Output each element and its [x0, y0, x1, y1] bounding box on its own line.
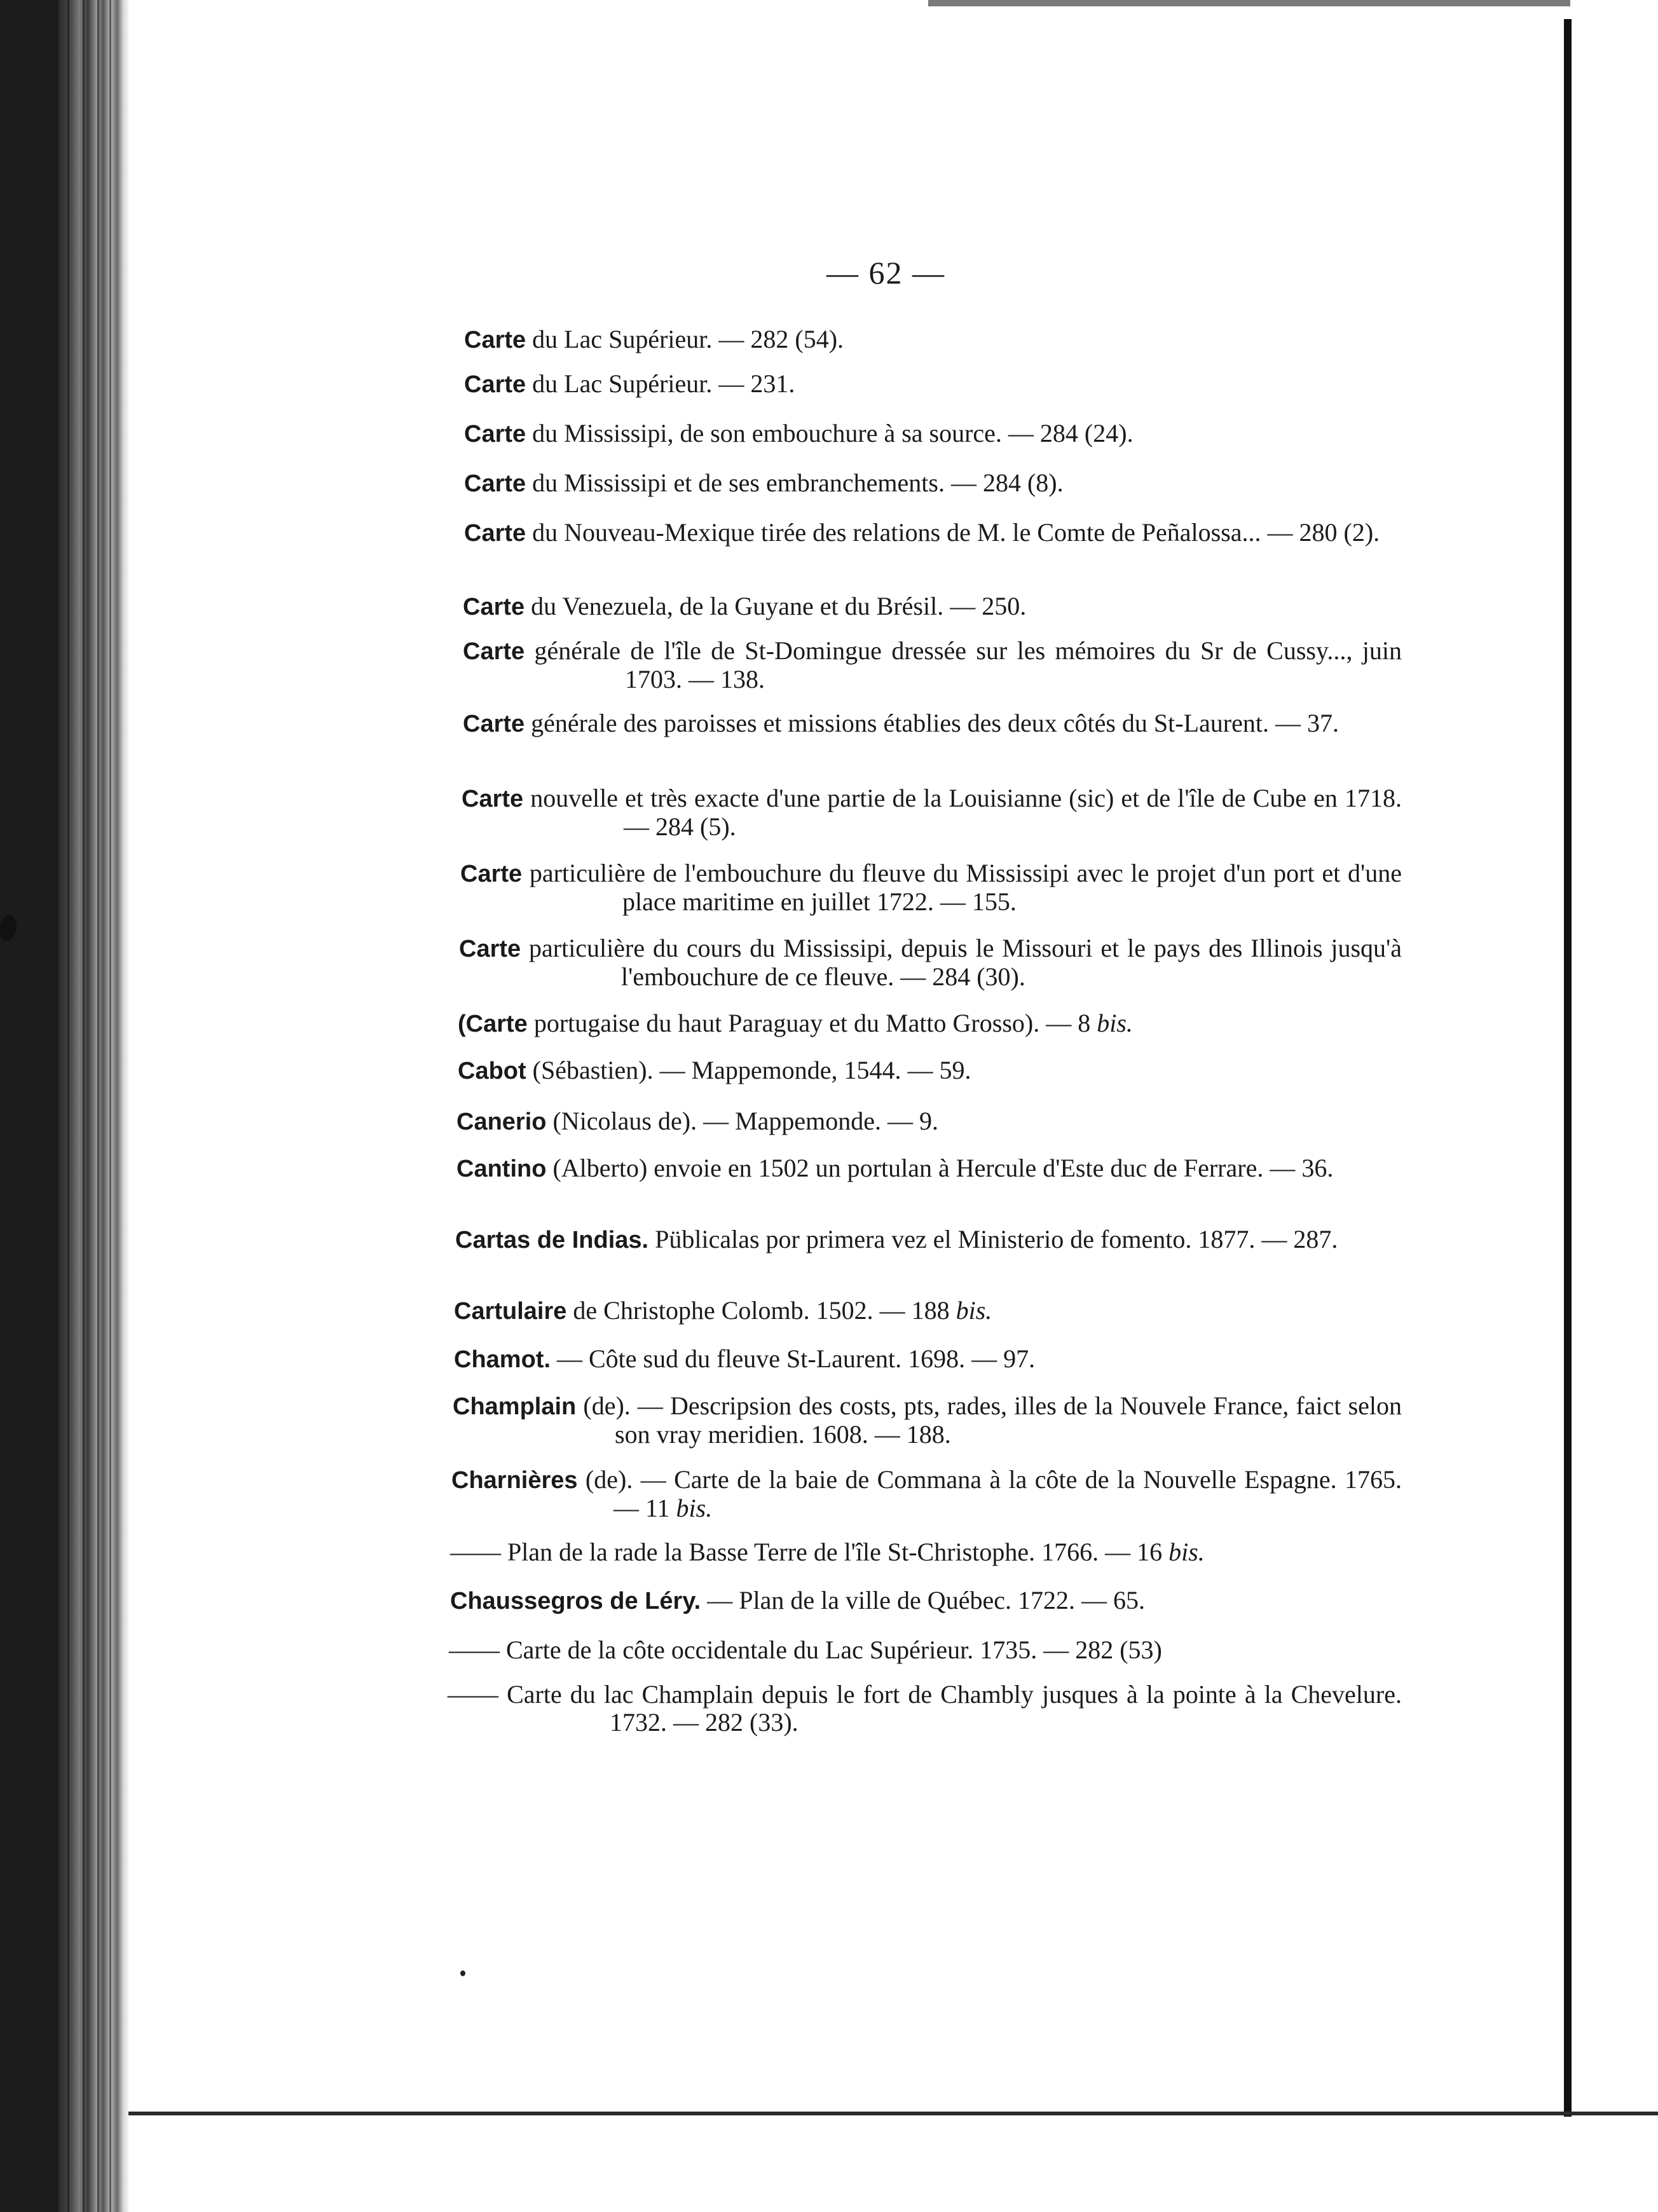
- entry-text: — Plan de la ville de Québec. 1722. — 65.: [701, 1586, 1145, 1615]
- index-entry: [456, 1154, 1402, 1183]
- entry-heading: Canerio: [456, 1109, 547, 1135]
- index-entry: [460, 859, 1402, 916]
- entry-text: du Mississipi et de ses embranchements. — 284 (8).: [526, 468, 1064, 497]
- entry-text: (Alberto) envoie en 1502 un portulan à Hercule d'Este duc de Ferrare. — 36.: [546, 1154, 1334, 1182]
- page-edge-top: [928, 0, 1570, 6]
- entry-heading: Carte: [460, 861, 523, 887]
- gutter-shadow: [67, 0, 69, 2212]
- book-gutter: [58, 0, 128, 2212]
- ink-dot: [460, 1970, 465, 1976]
- index-entry: [450, 1587, 1402, 1615]
- index-entry: [451, 1466, 1402, 1522]
- entry-heading: Carte: [464, 470, 526, 497]
- entry-heading: Cartulaire: [454, 1298, 567, 1325]
- entry-text: (de). — Descripsion des costs, pts, rades, illes de la Nouvele France, faict selon son vray meridien. 1608. — 188.: [576, 1391, 1402, 1449]
- entry-text: du Lac Supérieur. — 231.: [526, 369, 795, 398]
- entry-heading: Carte: [462, 786, 524, 812]
- entry-text: de Christophe Colomb. 1502. — 188: [566, 1296, 956, 1325]
- index-entry: [454, 1345, 1402, 1374]
- entry-text: du Mississipi, de son embouchure à sa source. — 284 (24).: [526, 419, 1134, 447]
- entry-heading: Carte: [464, 421, 526, 447]
- index-entry: [448, 1681, 1402, 1737]
- index-entry: [450, 1538, 1402, 1566]
- entry-heading: Carte: [464, 327, 526, 353]
- index-entry: [464, 370, 1402, 399]
- entry-text: particulière de l'embouchure du fleuve du Mississipi avec le projet d'un port et d'une place maritime en juillet 1722. — 155.: [522, 859, 1402, 916]
- index-entry: [455, 1225, 1402, 1254]
- entry-heading: Carte: [463, 594, 525, 620]
- entry-heading: Carte: [463, 711, 525, 737]
- entry-italic: bis.: [1168, 1538, 1205, 1566]
- entry-heading: Carte: [463, 638, 525, 665]
- page-edge-bottom: [128, 2112, 1658, 2115]
- entry-heading: Carte: [459, 936, 521, 962]
- entry-heading: Cabot: [458, 1058, 526, 1084]
- index-entry: [458, 1009, 1402, 1038]
- entry-heading: Charnières: [451, 1467, 578, 1494]
- entry-heading: Carte: [464, 520, 526, 547]
- index-entry: [458, 1056, 1402, 1085]
- index-entry: [464, 325, 1402, 354]
- index-entry: [464, 420, 1402, 448]
- entry-heading: Chaussegros de Léry.: [450, 1588, 701, 1615]
- index-entry: [464, 519, 1402, 547]
- index-entry: [463, 637, 1402, 693]
- entry-italic: bis.: [956, 1296, 992, 1325]
- scan-margin-left: [0, 0, 58, 2212]
- entry-heading: Carte: [464, 371, 526, 398]
- entry-text: (de). — Carte de la baie de Commana à la côte de la Nouvelle Espagne. 1765. — 11: [577, 1465, 1402, 1522]
- entry-heading: Champlain: [453, 1393, 577, 1420]
- entry-text: Püblicalas por primera vez el Ministerio de fomento. 1877. — 287.: [648, 1225, 1338, 1253]
- entry-text: —— Plan de la rade la Basse Terre de l'île St-Christophe. 1766. — 16: [450, 1538, 1169, 1566]
- entry-text: (Sébastien). — Mappemonde, 1544. — 59.: [526, 1056, 971, 1084]
- index-entry: [462, 784, 1402, 841]
- entry-text: particulière du cours du Mississipi, depuis le Missouri et le pays des Illinois jusqu'à l'embouchure de ce fleuve. — 284 (30).: [521, 934, 1402, 991]
- entry-text: —— Carte de la côte occidentale du Lac Supérieur. 1735. — 282 (53): [449, 1635, 1162, 1664]
- entry-text: —— Carte du lac Champlain depuis le fort de Chambly jusques à la pointe à la Chevelure. 1732. — 282 (33).: [448, 1680, 1402, 1737]
- index-entry: [453, 1392, 1402, 1449]
- page-number: — 62 —: [826, 255, 945, 290]
- entry-text: générale des paroisses et missions établies des deux côtés du St-Laurent. — 37.: [524, 709, 1339, 737]
- entry-text: du Lac Supérieur. — 282 (54).: [526, 325, 844, 353]
- index-entry: [463, 709, 1402, 738]
- entry-text: du Nouveau-Mexique tirée des relations de M. le Comte de Peñalossa... — 280 (2).: [526, 518, 1380, 547]
- entry-heading: (Carte: [458, 1011, 528, 1037]
- gutter-shadow: [97, 0, 99, 2212]
- entry-text: — Côte sud du fleuve St-Laurent. 1698. — 97.: [551, 1344, 1036, 1373]
- entry-heading: Chamot.: [454, 1346, 551, 1373]
- entry-italic: bis.: [1097, 1009, 1133, 1037]
- entry-italic: bis.: [676, 1494, 713, 1522]
- entry-text: nouvelle et très exacte d'une partie de la Louisianne (sic) et de l'île de Cube en 1718. — 284 (5).: [523, 784, 1402, 841]
- entry-text: (Nicolaus de). — Mappemonde. — 9.: [546, 1107, 939, 1135]
- index-entry: [464, 469, 1402, 498]
- gutter-shadow: [109, 0, 111, 2212]
- entry-text: du Venezuela, de la Guyane et du Brésil. — 250.: [524, 592, 1027, 620]
- page-edge-right: [1564, 19, 1572, 2117]
- entry-heading: Cantino: [456, 1156, 547, 1182]
- index-entry: [449, 1636, 1402, 1664]
- index-entry: [459, 934, 1402, 991]
- index-entry: [454, 1297, 1402, 1325]
- entry-heading: Cartas de Indias.: [455, 1227, 649, 1253]
- entry-text: générale de l'île de St-Domingue dressée sur les mémoires du Sr de Cussy..., juin 1703. — 138.: [524, 636, 1402, 693]
- index-entry: [463, 592, 1402, 621]
- entry-text: portugaise du haut Paraguay et du Matto Grosso). — 8: [527, 1009, 1097, 1037]
- index-entry: [456, 1107, 1402, 1136]
- gutter-shadow: [83, 0, 85, 2212]
